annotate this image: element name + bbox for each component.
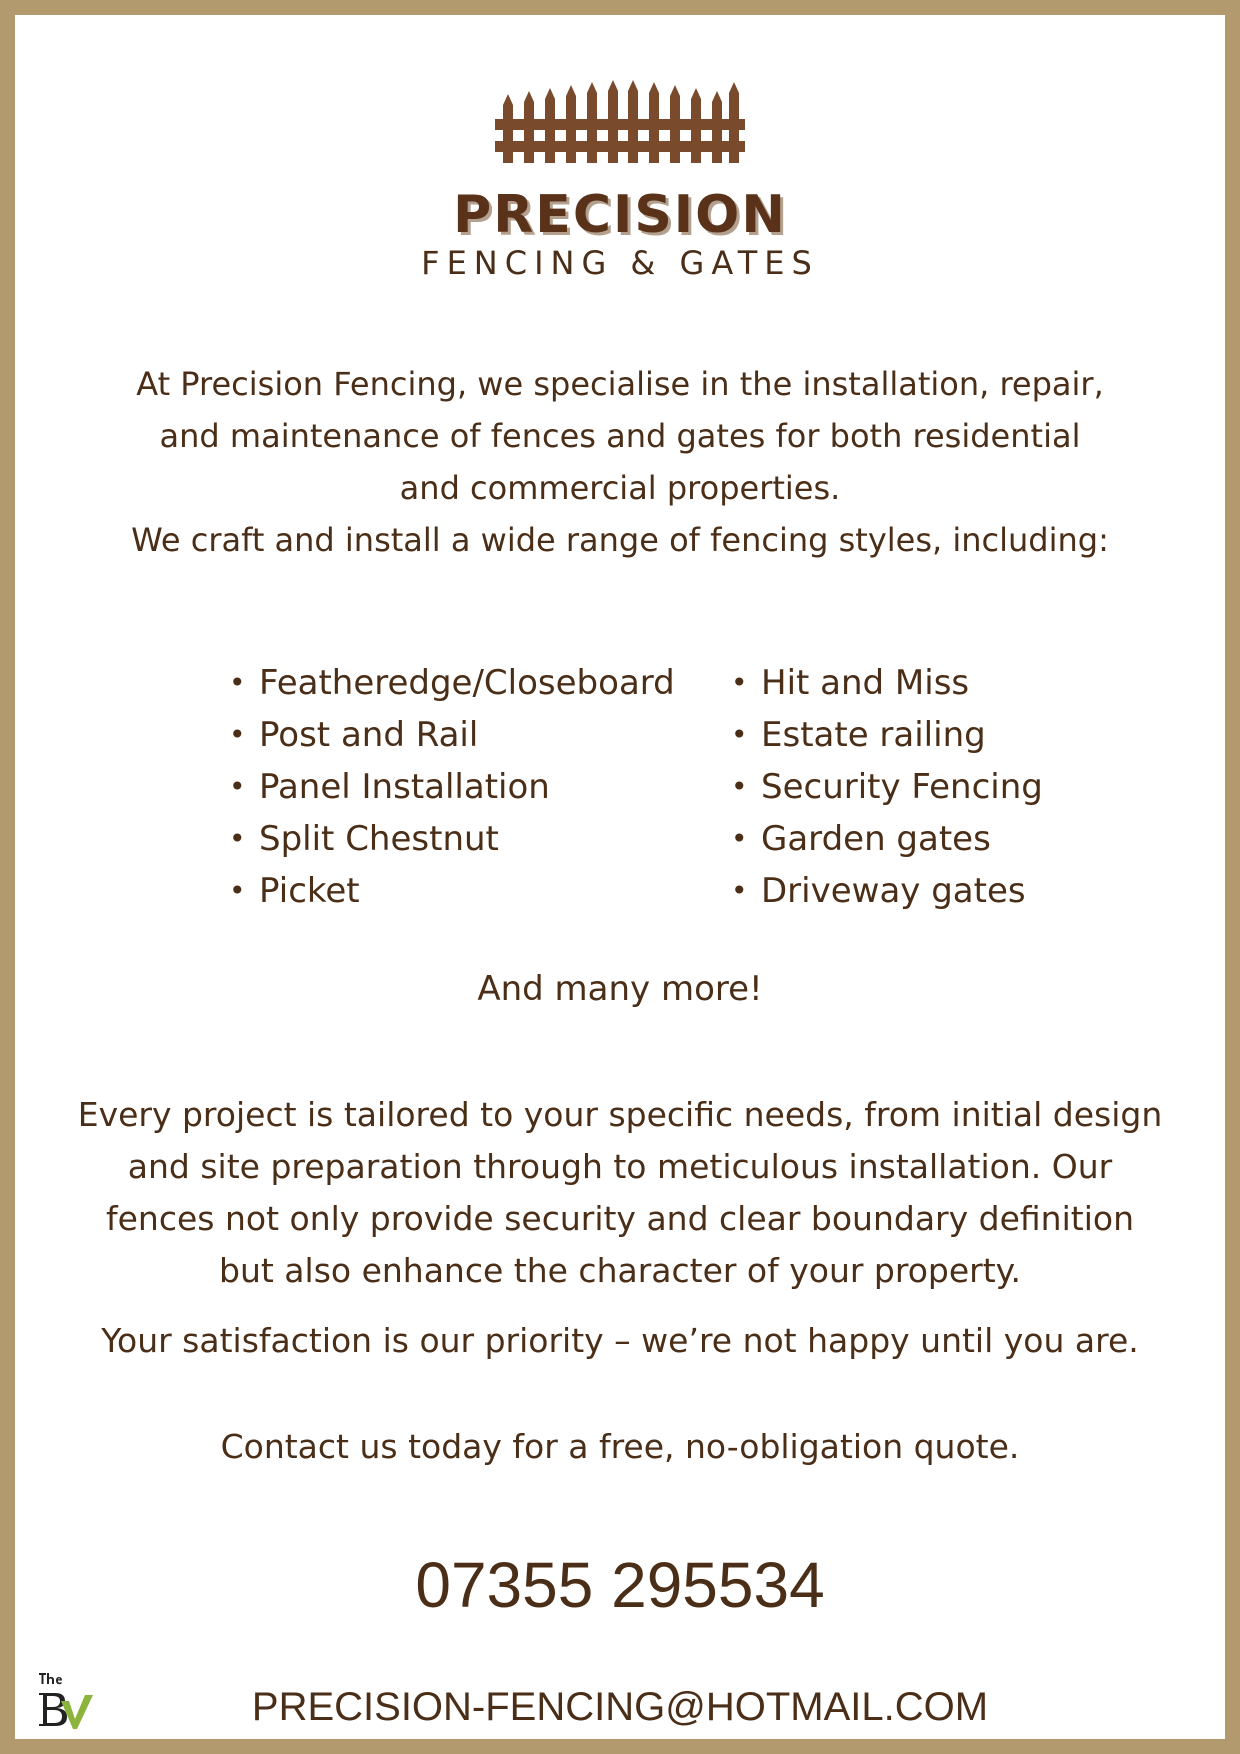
picket-fence-icon (495, 79, 745, 187)
list-item: • Driveway gates (731, 865, 1043, 917)
flyer-page (15, 15, 1225, 1739)
intro-paragraph (55, 358, 1185, 566)
list-item: • Estate railing (731, 709, 1043, 761)
project-line: but also enhance the character of your property. (219, 1251, 1021, 1290)
list-item: • Hit and Miss (731, 657, 1043, 709)
project-paragraph (55, 1089, 1185, 1297)
list-item: • Security Fencing (731, 761, 1043, 813)
list-item: • Panel Installation (229, 761, 675, 813)
contact-text: Contact us today for a free, no-obligation quote. (220, 1427, 1020, 1466)
project-line: fences not only provide security and clear boundary definition (106, 1199, 1134, 1238)
fencing-styles-list-left (229, 657, 675, 917)
many-more-text: And many more! (477, 969, 763, 1009)
satisfaction-text: Your satisfaction is our priority – we’re not happy until you are. (101, 1321, 1139, 1360)
list-item: • Garden gates (731, 813, 1043, 865)
intro-line: and commercial properties. (399, 469, 841, 507)
intro-line: We craft and install a wide range of fencing styles, including: (131, 521, 1109, 559)
brand-logo (15, 15, 1225, 315)
intro-line: At Precision Fencing, we specialise in the installation, repair, (136, 365, 1104, 403)
intro-line: and maintenance of fences and gates for both residential (159, 417, 1081, 455)
bv-logo-icon (35, 1671, 95, 1731)
list-item: • Picket (229, 865, 675, 917)
project-line: and site preparation through to meticulous installation. Our (127, 1147, 1113, 1186)
project-line: Every project is tailored to your specific needs, from initial design (77, 1095, 1163, 1134)
list-item: • Split Chestnut (229, 813, 675, 865)
fencing-styles-list-right (731, 657, 1043, 917)
list-item: • Featheredge/Closeboard (229, 657, 675, 709)
email-address[interactable]: PRECISION-FENCING@HOTMAIL.COM (251, 1685, 989, 1729)
brand-tagline: FENCING & GATES (421, 244, 819, 282)
brand-name: PRECISION (453, 185, 787, 245)
list-item: • Post and Rail (229, 709, 675, 761)
phone-number[interactable]: 07355 295534 (415, 1549, 825, 1621)
